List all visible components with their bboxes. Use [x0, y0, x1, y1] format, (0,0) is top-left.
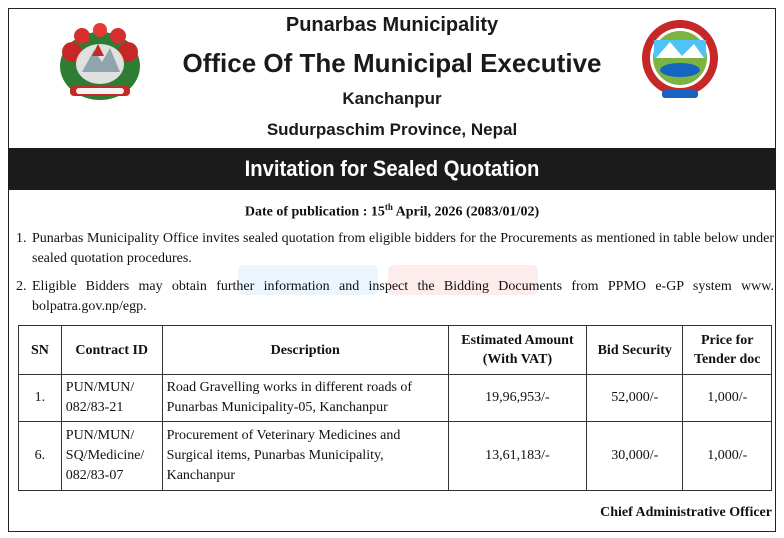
header-amount-line1: Estimated Amount — [461, 333, 574, 348]
header-contract-id: Contract ID — [61, 326, 162, 375]
header-price-line2: Tender doc — [693, 352, 761, 367]
cell-description — [162, 422, 448, 491]
contract-id-line: SQ/Medicine/ — [65, 448, 145, 463]
header-price-tender-doc — [683, 326, 772, 375]
publication-date-label: Date of publication : 15 — [244, 204, 385, 220]
table-header-row — [19, 326, 772, 375]
publication-date-suffix: th — [384, 202, 393, 212]
cell-bid-security: 52,000/- — [587, 375, 683, 422]
description-line: Surgical items, Punarbas Municipality, — [166, 448, 384, 463]
header-price-line1: Price for — [701, 333, 754, 348]
office-name: Office Of The Municipal Executive — [182, 48, 602, 78]
paragraph-1-number: 1. — [16, 231, 27, 246]
header-amount-line2: (With VAT) — [482, 352, 553, 367]
contract-id-line: 082/83-21 — [65, 400, 124, 415]
province-name: Sudurpaschim Province, Nepal — [266, 120, 518, 139]
cell-sn: 6. — [19, 422, 62, 491]
cell-price-tender-doc: 1,000/- — [683, 422, 772, 491]
paragraph-1-text: Punarbas Municipality Office invites sealed quotation from eligible bidders for the Procurements as mentioned in table below under sealed quotation procedures. — [32, 231, 774, 266]
description-line: Punarbas Municipality-05, Kanchanpur — [166, 400, 388, 415]
header-bid-security: Bid Security — [587, 326, 683, 375]
district-name: Kanchanpur — [342, 89, 442, 108]
paragraph-2-number: 2. — [16, 279, 27, 294]
publication-date-rest: April, 2026 (2083/01/02) — [392, 204, 540, 220]
signature-title: Chief Administrative Officer — [600, 505, 772, 520]
publication-date — [0, 202, 784, 221]
cell-price-tender-doc: 1,000/- — [683, 375, 772, 422]
header-sn: SN — [19, 326, 62, 375]
table-row — [19, 375, 772, 422]
organization-name: Punarbas Municipality — [285, 14, 499, 36]
contract-id-line: PUN/MUN/ — [65, 380, 135, 395]
header-estimated-amount — [448, 326, 586, 375]
cell-sn: 1. — [19, 375, 62, 422]
table-row — [19, 422, 772, 491]
cell-description — [162, 375, 448, 422]
cell-contract-id — [61, 375, 162, 422]
paragraph-2-text: Eligible Bidders may obtain further information and inspect the Bidding Documents from PPMO e-GP system www. bolpatra.gov.np/egp. — [32, 279, 774, 314]
cell-estimated-amount: 13,61,183/- — [448, 422, 586, 491]
title-banner — [8, 148, 776, 190]
contract-id-line: PUN/MUN/ — [65, 428, 135, 443]
cell-bid-security: 30,000/- — [587, 422, 683, 491]
contract-id-line: 082/83-07 — [65, 468, 124, 483]
description-line: Procurement of Veterinary Medicines and — [166, 428, 401, 443]
description-line: Road Gravelling works in different roads of — [166, 380, 413, 395]
procurement-table — [18, 325, 772, 491]
cell-estimated-amount: 19,96,953/- — [448, 375, 586, 422]
header-description: Description — [162, 326, 448, 375]
paragraph-2 — [16, 277, 774, 317]
notice-title: Invitation for Sealed Quotation — [244, 156, 540, 181]
description-line: Kanchanpur — [166, 468, 236, 483]
cell-contract-id — [61, 422, 162, 491]
paragraph-1 — [16, 229, 774, 269]
